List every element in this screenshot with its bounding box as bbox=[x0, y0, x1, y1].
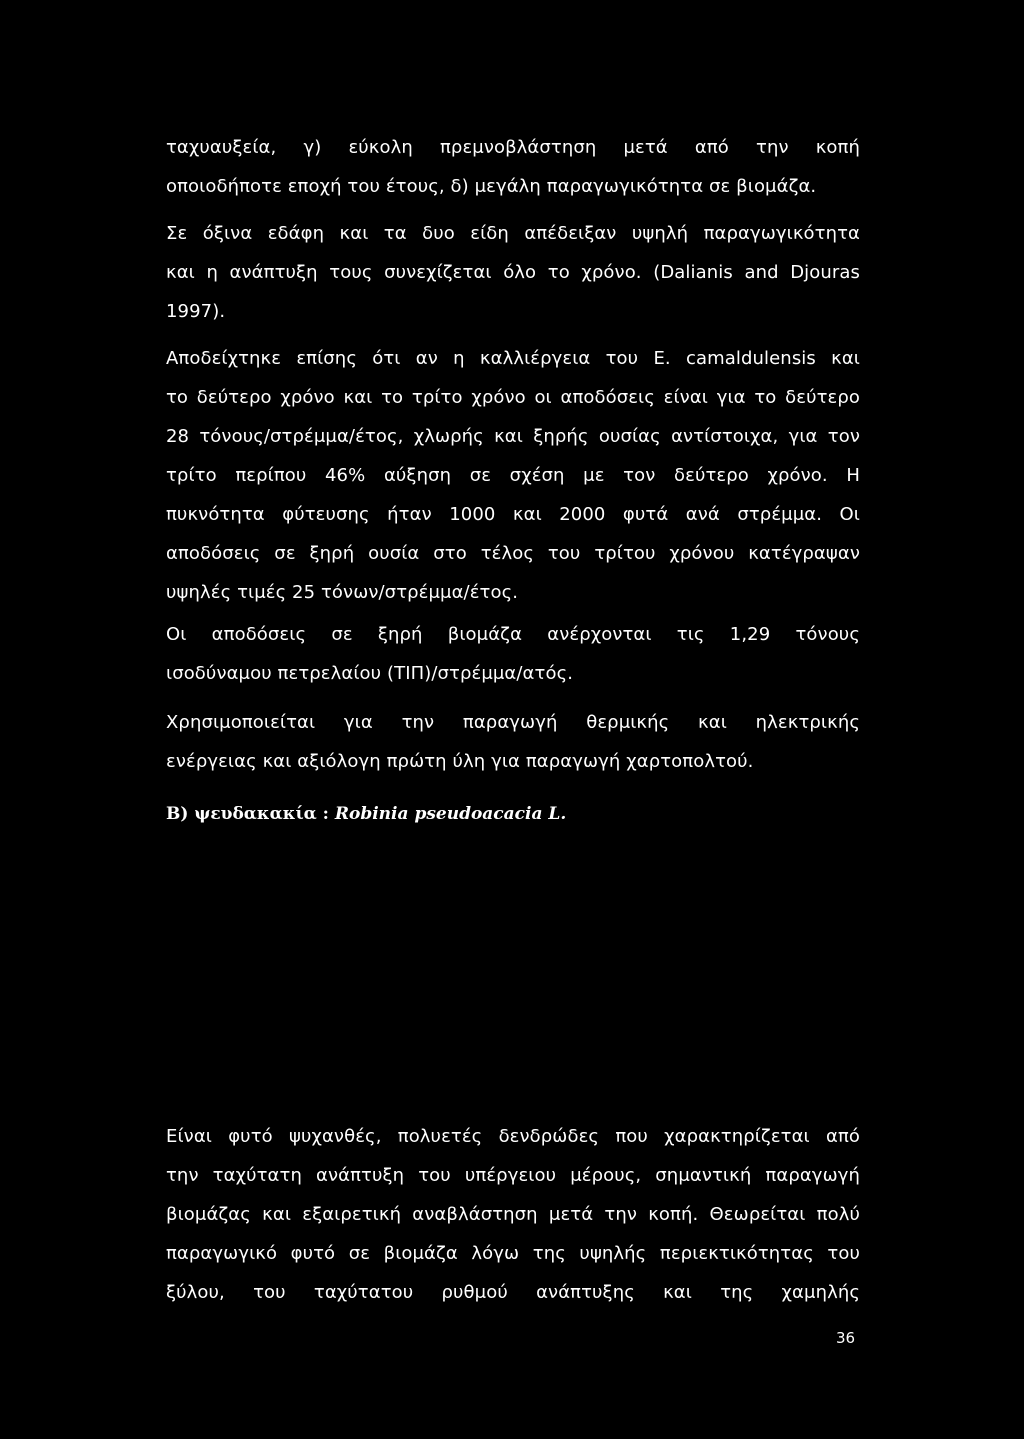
paragraph-5 bbox=[166, 703, 860, 781]
page-number: 36 bbox=[836, 1329, 856, 1347]
section-heading-latin-name: Robinia pseudoacacia L. bbox=[334, 804, 567, 824]
text-line: αποδόσεις σε ξηρή ουσία στο τέλος του τρίτου χρόνου κατέγραψαν bbox=[166, 543, 860, 564]
text-line: Είναι φυτό ψυχανθές, πολυετές δενδρώδες που χαρακτηρίζεται από bbox=[166, 1126, 860, 1147]
text-line: βιομάζας και εξαιρετική αναβλάστηση μετά την κοπή. Θεωρείται πολύ bbox=[166, 1204, 860, 1225]
text-line: την ταχύτατη ανάπτυξη του υπέργειου μέρους, σημαντική παραγωγή bbox=[166, 1165, 860, 1186]
text-line: παραγωγικό φυτό σε βιομάζα λόγω της υψηλής περιεκτικότητας του bbox=[166, 1243, 860, 1264]
section-heading-prefix: Β) ψευδακακία : bbox=[166, 804, 335, 824]
text-line: Οι αποδόσεις σε ξηρή βιομάζα ανέρχονται τις 1,29 τόνους bbox=[166, 624, 860, 645]
text-line: ξύλου, του ταχύτατου ρυθμού ανάπτυξης και της χαμηλής bbox=[166, 1282, 860, 1303]
text-line: Χρησιμοποιείται για την παραγωγή θερμικής και ηλεκτρικής bbox=[166, 712, 860, 733]
paragraph-6 bbox=[166, 1117, 860, 1312]
paragraph-1 bbox=[166, 128, 860, 206]
text-line: Σε όξινα εδάφη και τα δυο είδη απέδειξαν υψηλή παραγωγικότητα bbox=[166, 223, 860, 244]
text-line: υψηλές τιμές 25 τόνων/στρέμμα/έτος. bbox=[166, 582, 519, 603]
text-line: τρίτο περίπου 46% αύξηση σε σχέση με τον δεύτερο χρόνο. Η bbox=[166, 465, 860, 486]
text-line: ταχυαυξεία, γ) εύκολη πρεμνοβλάστηση μετά από την κοπή bbox=[166, 137, 860, 158]
text-line: πυκνότητα φύτευσης ήταν 1000 και 2000 φυτά ανά στρέμμα. Οι bbox=[166, 504, 860, 525]
text-line: ισοδύναμου πετρελαίου (ΤΙΠ)/στρέμμα/ατός. bbox=[166, 663, 574, 684]
paragraph-4 bbox=[166, 615, 860, 693]
text-line: ενέργειας και αξιόλογη πρώτη ύλη για παραγωγή χαρτοπολτού. bbox=[166, 751, 754, 772]
text-line: 28 τόνους/στρέμμα/έτος, χλωρής και ξηρής ουσίας αντίστοιχα, για τον bbox=[166, 426, 860, 447]
paragraph-2 bbox=[166, 214, 860, 331]
text-line: οποιοδήποτε εποχή του έτους, δ) μεγάλη παραγωγικότητα σε βιομάζα. bbox=[166, 176, 817, 197]
text-line: το δεύτερο χρόνο και το τρίτο χρόνο οι αποδόσεις είναι για το δεύτερο bbox=[166, 387, 860, 408]
text-line: 1997). bbox=[166, 301, 226, 322]
paragraph-3 bbox=[166, 339, 860, 612]
section-heading bbox=[166, 795, 566, 834]
text-line: και η ανάπτυξη τους συνεχίζεται όλο το χρόνο. (Dalianis and Djouras bbox=[166, 262, 860, 283]
text-line: Αποδείχτηκε επίσης ότι αν η καλλιέργεια του Ε. camaldulensis και bbox=[166, 348, 860, 369]
